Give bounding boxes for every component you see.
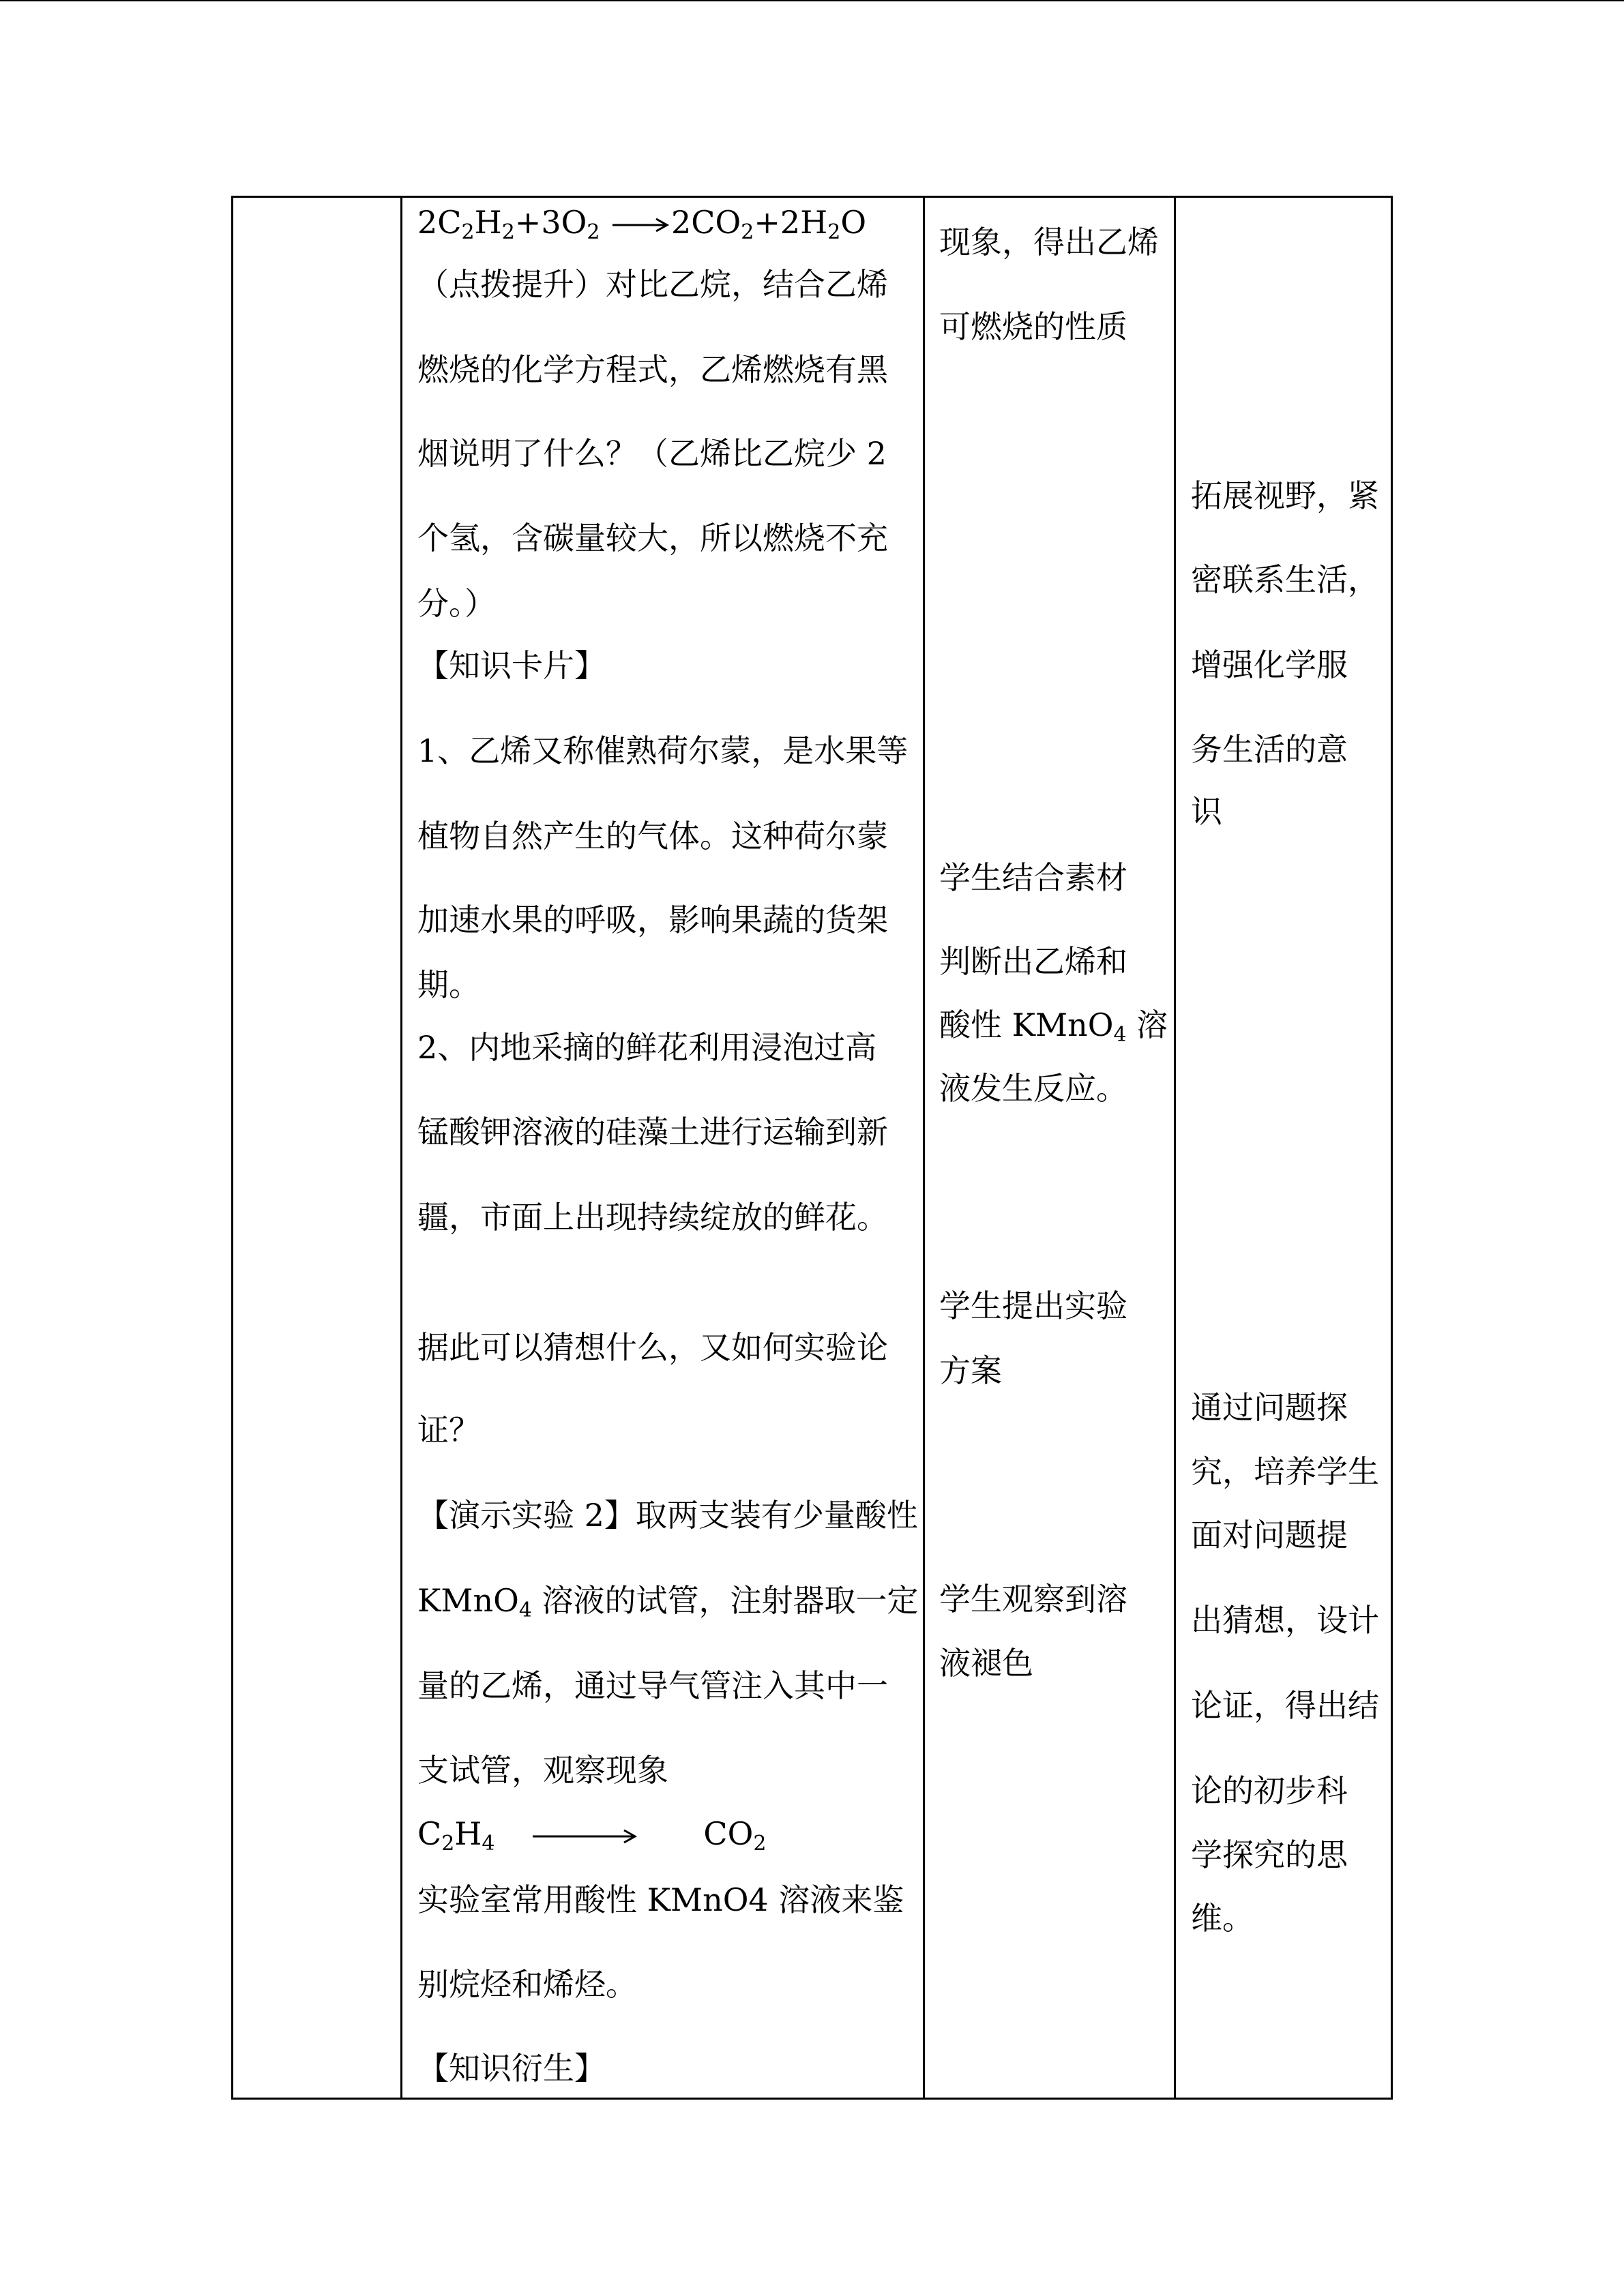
knowledge-card-title: 【知识卡片】 bbox=[417, 647, 606, 684]
student-line: 液发生反应。 bbox=[939, 1070, 1127, 1107]
lesson-table bbox=[231, 196, 1393, 2100]
design-line: 面对问题提 bbox=[1191, 1517, 1348, 1553]
prompt-line: （点拨提升）对比乙烷，结合乙烯 bbox=[417, 266, 888, 303]
student-line: 方案 bbox=[939, 1352, 1002, 1389]
experiment-line: 支试管，观察现象 bbox=[417, 1752, 668, 1789]
design-line: 增强化学服 bbox=[1191, 646, 1348, 683]
question-line: 证？ bbox=[417, 1412, 480, 1448]
student-line: 可燃烧的性质 bbox=[939, 308, 1127, 345]
experiment-line: 【演示实验 2】取两支装有少量酸性 bbox=[417, 1497, 918, 1534]
student-activity-cell bbox=[939, 198, 1171, 2098]
prompt-line: 个氢，含碳量较大，所以燃烧不充 bbox=[417, 520, 888, 556]
teaching-content-cell bbox=[417, 198, 919, 2098]
question-line: 据此可以猜想什么，又如何实验论 bbox=[417, 1329, 888, 1366]
design-line: 究，培养学生 bbox=[1191, 1453, 1379, 1490]
card-line: 1、乙烯又称催熟荷尔蒙，是水果等 bbox=[417, 732, 909, 769]
column-divider-1 bbox=[400, 198, 402, 2098]
design-line: 论证，得出结 bbox=[1191, 1687, 1379, 1724]
student-line: 学生结合素材 bbox=[939, 859, 1127, 896]
prompt-line: 分。） bbox=[417, 585, 496, 622]
experiment-line: 量的乙烯，通过导气管注入其中一 bbox=[417, 1667, 888, 1704]
knowledge-derivation-title: 【知识衍生】 bbox=[417, 2050, 606, 2087]
card-line: 期。 bbox=[417, 966, 480, 1003]
design-line: 通过问题探 bbox=[1191, 1389, 1348, 1426]
design-line: 论的初步科 bbox=[1191, 1772, 1348, 1809]
design-line: 识 bbox=[1191, 793, 1222, 830]
lab-note-line: 实验室常用酸性 KMnO4 溶液来鉴 bbox=[417, 1881, 904, 1918]
student-line: 学生观察到溶 bbox=[939, 1581, 1127, 1617]
column-divider-2 bbox=[923, 198, 925, 2098]
design-line: 密联系生活， bbox=[1191, 561, 1379, 598]
card-line: 疆，市面上出现持续绽放的鲜花。 bbox=[417, 1199, 888, 1236]
student-line: 判断出乙烯和 bbox=[939, 943, 1127, 980]
design-line: 拓展视野，紧 bbox=[1191, 477, 1379, 514]
column-divider-3 bbox=[1174, 198, 1176, 2098]
student-line: 学生提出实验 bbox=[939, 1287, 1127, 1324]
lab-note-line: 别烷烃和烯烃。 bbox=[417, 1966, 637, 2003]
reaction-arrow-icon bbox=[530, 1828, 639, 1845]
oxidation-equation: $C_2H_4$ $CO_2$ bbox=[417, 1815, 767, 1855]
reaction-arrow-icon bbox=[610, 217, 671, 233]
design-line: 维。 bbox=[1191, 1900, 1254, 1937]
design-line: 务生活的意 bbox=[1191, 731, 1348, 768]
student-line: 酸性 KMnO$_4$ 溶 bbox=[939, 1007, 1168, 1047]
design-line: 出猜想，设计 bbox=[1191, 1602, 1379, 1639]
page-top-rule bbox=[0, 0, 1624, 1]
card-line: 植物自然产生的气体。这种荷尔蒙 bbox=[417, 818, 888, 854]
card-line: 加速水果的呼吸，影响果蔬的货架 bbox=[417, 901, 888, 938]
card-line: 锰酸钾溶液的硅藻土进行运输到新 bbox=[417, 1114, 888, 1150]
prompt-line: 烟说明了什么？（乙烯比乙烷少 2 bbox=[417, 435, 887, 472]
design-line: 学探究的思 bbox=[1191, 1836, 1348, 1873]
student-line: 现象，得出乙烯 bbox=[939, 224, 1159, 260]
prompt-line: 燃烧的化学方程式，乙烯燃烧有黑 bbox=[417, 351, 888, 388]
experiment-line: KMnO$_4$ 溶液的试管，注射器取一定 bbox=[417, 1582, 919, 1622]
student-line: 液褪色 bbox=[939, 1645, 1033, 1682]
combustion-equation: $2C_2H_2+3O_2$ $2CO_2+2H_2O$ bbox=[417, 204, 867, 244]
segment-cell bbox=[233, 198, 400, 2098]
card-line: 2、内地采摘的鲜花利用浸泡过高 bbox=[417, 1029, 877, 1066]
design-intent-cell bbox=[1191, 198, 1392, 2098]
